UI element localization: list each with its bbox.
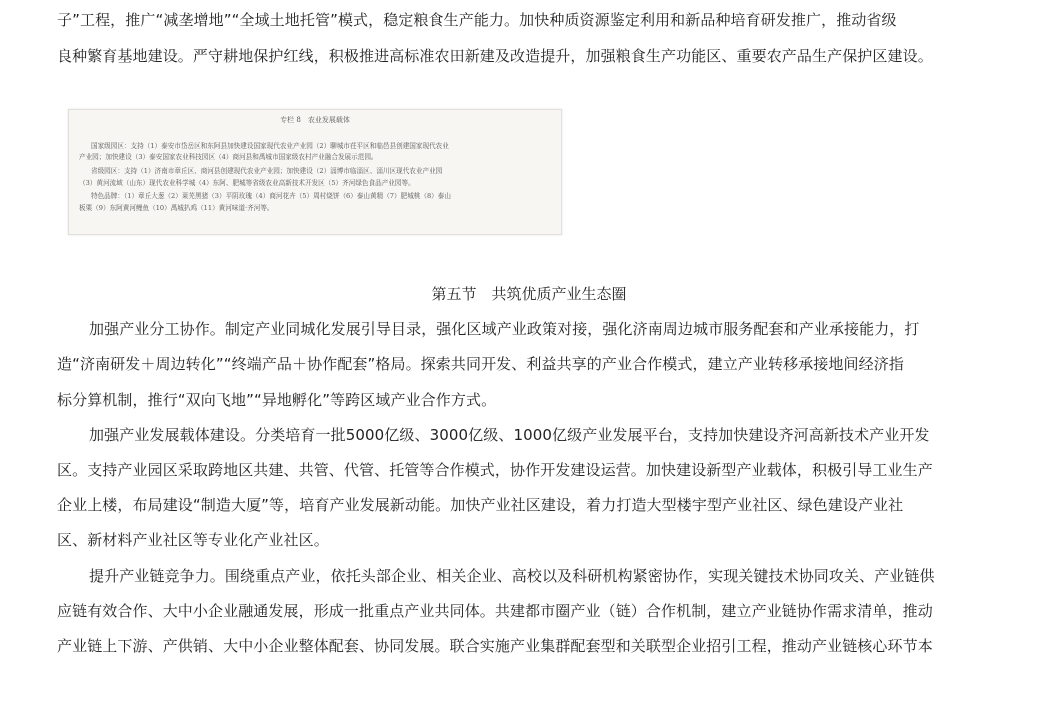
agriculture-carrier-figure [68,109,562,235]
paragraph-2-line-2: 区。支持产业园区采取跨地区共建、共管、代管、托管等合作模式，协作开发建设运营。加快建设新型产业载体，积极引导工业生产 [57,461,933,479]
paragraph-1-line-2: 造“济南研发＋周边转化”“终端产品＋协作配套”格局。探索共同开发、利益共享的产业合作模式，建立产业转移承接地间经济指 [57,355,904,373]
paragraph-3-line-1: 提升产业链竞争力。围绕重点产业，依托头部企业、相关企业、高校以及科研机构紧密协作，实现关键技术协同攻关、产业链供 [89,567,935,585]
paragraph-1-line-1: 加强产业分工协作。制定产业同城化发展引导目录，强化区域产业政策对接，强化济南周边城市服务配套和产业承接能力，打 [89,320,920,338]
intro-line-1: 子”工程，推广“减垄增地”“全域土地托管”模式，稳定粮食生产能力。加快种质资源鉴定利用和新品种培育研发推广，推动省级 [57,11,897,29]
paragraph-2-line-4: 区、新材料产业社区等专业化产业社区。 [57,531,329,549]
paragraph-1-line-3: 标分算机制，推行“双向飞地”“异地孵化”等跨区域产业合作方式。 [57,391,497,409]
figure-line-6: 板栗（9）东阿黄河鲤鱼（10）禹城扒鸡（11）黄河味道·齐河等。 [79,204,274,212]
figure-line-1: 国家级园区：支持（1）泰安市岱岳区和东阿县加快建设国家现代农业产业园（2）聊城市茌平区和临邑县创建国家现代农业 [91,142,449,150]
paragraph-3-line-3: 产业链上下游、产供销、大中小企业整体配套、协同发展。联合实施产业集群配套型和关联型企业招引工程，推动产业链核心环节本 [57,637,933,655]
intro-line-2: 良种繁育基地建设。严守耕地保护红线，积极推进高标准农田新建及改造提升，加强粮食生产功能区、重要农产品生产保护区建设。 [57,47,933,65]
figure-line-4: （3）黄河流域（山东）现代农业科学城（4）东阿、肥城等省级农业高新技术开发区（5）齐河绿色食品产业园等。 [79,179,415,187]
figure-line-3: 省级园区：支持（1）济南市章丘区、商河县创建现代农业产业园；加快建设（2）淄博市临淄区、淄川区现代农业产业园 [91,167,443,175]
paragraph-2-line-3: 企业上楼，布局建设“制造大厦”等，培育产业发展新动能。加快产业社区建设，着力打造大型楼宇型产业社区、绿色建设产业社 [57,496,904,514]
figure-line-2: 产业园；加快建设（3）泰安国家农业科技园区（4）商河县和禹城市国家级农村产业融合发展示范园。 [79,153,378,161]
paragraph-3-line-2: 应链有效合作、大中小企业融通发展，形成一批重点产业共同体。共建都市圈产业（链）合作机制，建立产业链协作需求清单，推动 [57,602,933,620]
figure-title: 专栏 8 农业发展载体 [280,116,350,124]
paragraph-2-line-1: 加强产业发展载体建设。分类培育一批5000亿级、3000亿级、1000亿级产业发展平台，支持加快建设齐河高新技术产业开发 [89,426,930,444]
section-title: 第五节 共筑优质产业生态圈 [431,285,627,303]
figure-line-5: 特色品牌：（1）章丘大葱（2）莱芜黑猪（3）平阴玫瑰（4）商河花卉（5）周村烧饼（6）泰山黄精（7）肥城桃（8）泰山 [91,192,451,200]
